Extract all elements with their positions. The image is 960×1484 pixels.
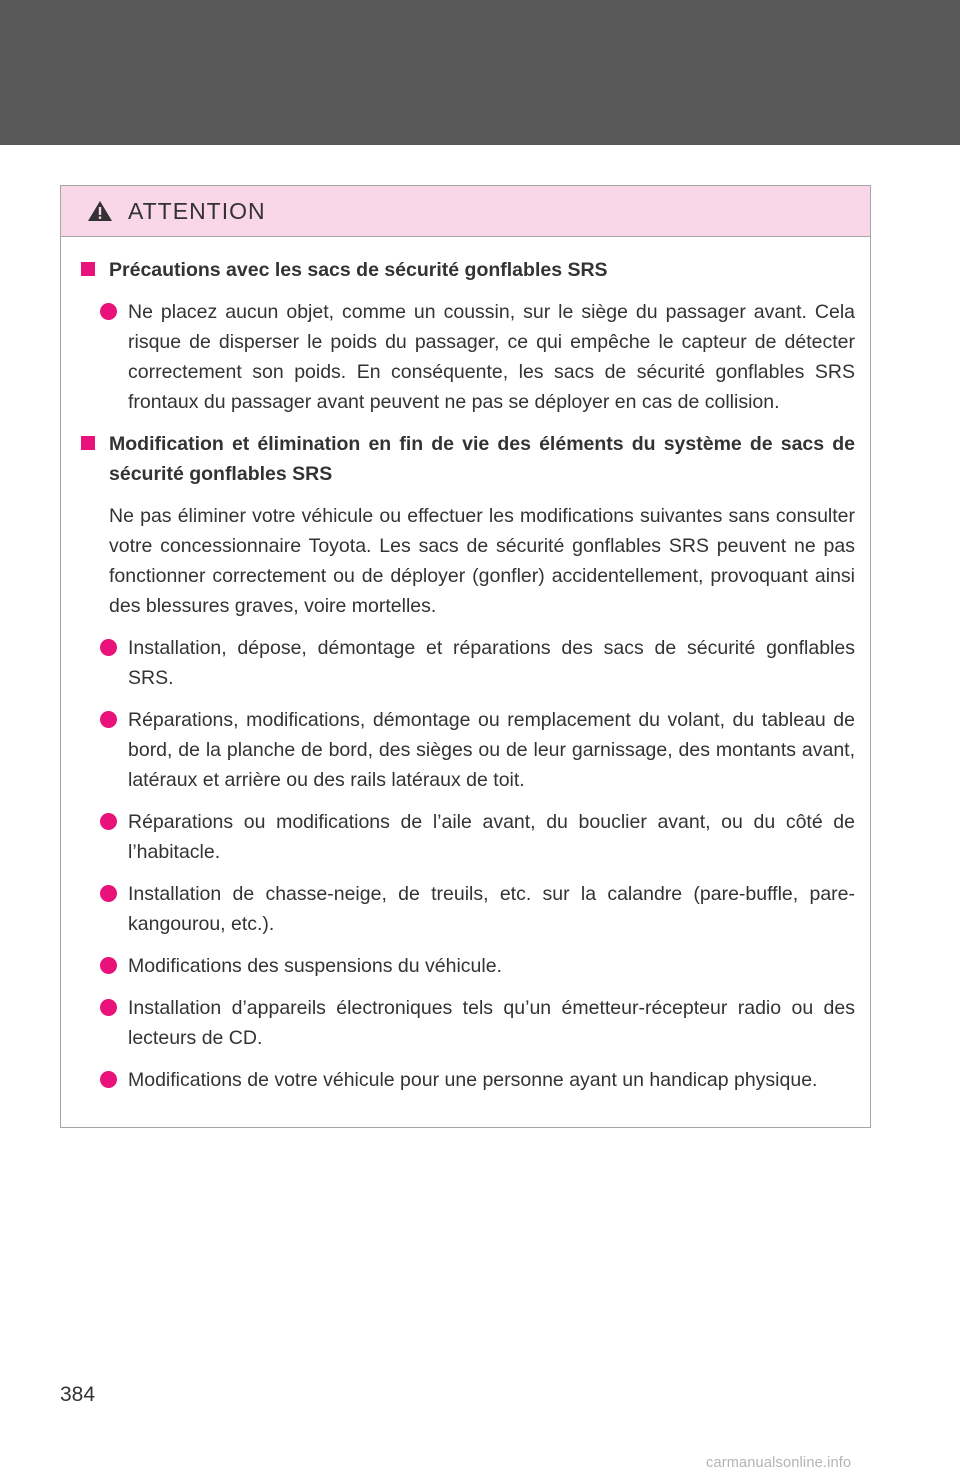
round-bullet-icon	[100, 1071, 117, 1088]
list-item-text: Installation d’appareils électroniques tels qu’un émetteur-récepteur radio ou des lecteurs de CD.	[128, 997, 855, 1049]
list-item-text: Ne placez aucun objet, comme un coussin, sur le siège du passager avant. Cela risque de disperser le poids du passager, ce qui empêche le capteur de détecter correctement son poids. En conséquente, les sacs de sécurité gonflables SRS frontaux du passager avant peuvent ne pas se déployer en cas de collision.	[128, 301, 855, 413]
round-bullet-icon	[100, 711, 117, 728]
list-item-text: Modifications de votre véhicule pour une personne ayant un handicap physique.	[128, 1069, 818, 1091]
section-intro: Ne pas éliminer votre véhicule ou effectuer les modifications suivantes sans consulter votre concessionnaire Toyota. Les sacs de sécurité gonflables SRS peuvent ne pas fonctionner correctement ou de déployer (gonfler) accidentellement, provoquant ainsi des blessures graves, voire mortelles.	[109, 505, 855, 617]
attention-header	[61, 186, 870, 237]
list-item	[81, 633, 855, 693]
round-bullet-icon	[100, 885, 117, 902]
list-item	[81, 807, 855, 867]
section-title	[81, 429, 855, 489]
list-item	[81, 993, 855, 1053]
round-bullet-icon	[100, 639, 117, 656]
list-item-text: Installation de chasse-neige, de treuils, etc. sur la calandre (pare-buffle, pare-kangourou, etc.).	[128, 883, 855, 935]
attention-body	[61, 237, 870, 1095]
attention-title: ATTENTION	[128, 198, 266, 224]
list-item	[81, 1065, 855, 1095]
square-bullet-icon	[81, 436, 95, 450]
section-title-text: Précautions avec les sacs de sécurité gonflables SRS	[109, 259, 608, 281]
warning-triangle-icon	[87, 200, 113, 222]
list-item-text: Réparations ou modifications de l’aile avant, du bouclier avant, ou du côté de l’habitacle.	[128, 811, 855, 863]
round-bullet-icon	[100, 303, 117, 320]
square-bullet-icon	[81, 262, 95, 276]
round-bullet-icon	[100, 999, 117, 1016]
list-item-text: Installation, dépose, démontage et réparations des sacs de sécurité gonflables SRS.	[128, 637, 855, 689]
watermark: carmanualsonline.info	[706, 1455, 852, 1471]
round-bullet-icon	[100, 813, 117, 830]
attention-box	[60, 185, 871, 1128]
list-item	[81, 705, 855, 795]
list-item	[81, 951, 855, 981]
list-item-text: Réparations, modifications, démontage ou remplacement du volant, du tableau de bord, de la planche de bord, des sièges ou de leur garnissage, des montants avant, latéraux et arrière ou des rails latéraux de toit.	[128, 709, 855, 791]
list-item-text: Modifications des suspensions du véhicule.	[128, 955, 502, 977]
list-item	[81, 297, 855, 417]
page-number: 384	[60, 1383, 96, 1406]
list-item	[81, 879, 855, 939]
section-title	[81, 255, 855, 285]
round-bullet-icon	[100, 957, 117, 974]
top-band	[0, 0, 960, 145]
section-title-text: Modification et élimination en fin de vie des éléments du système de sacs de sécurité gonflables SRS	[109, 433, 855, 485]
